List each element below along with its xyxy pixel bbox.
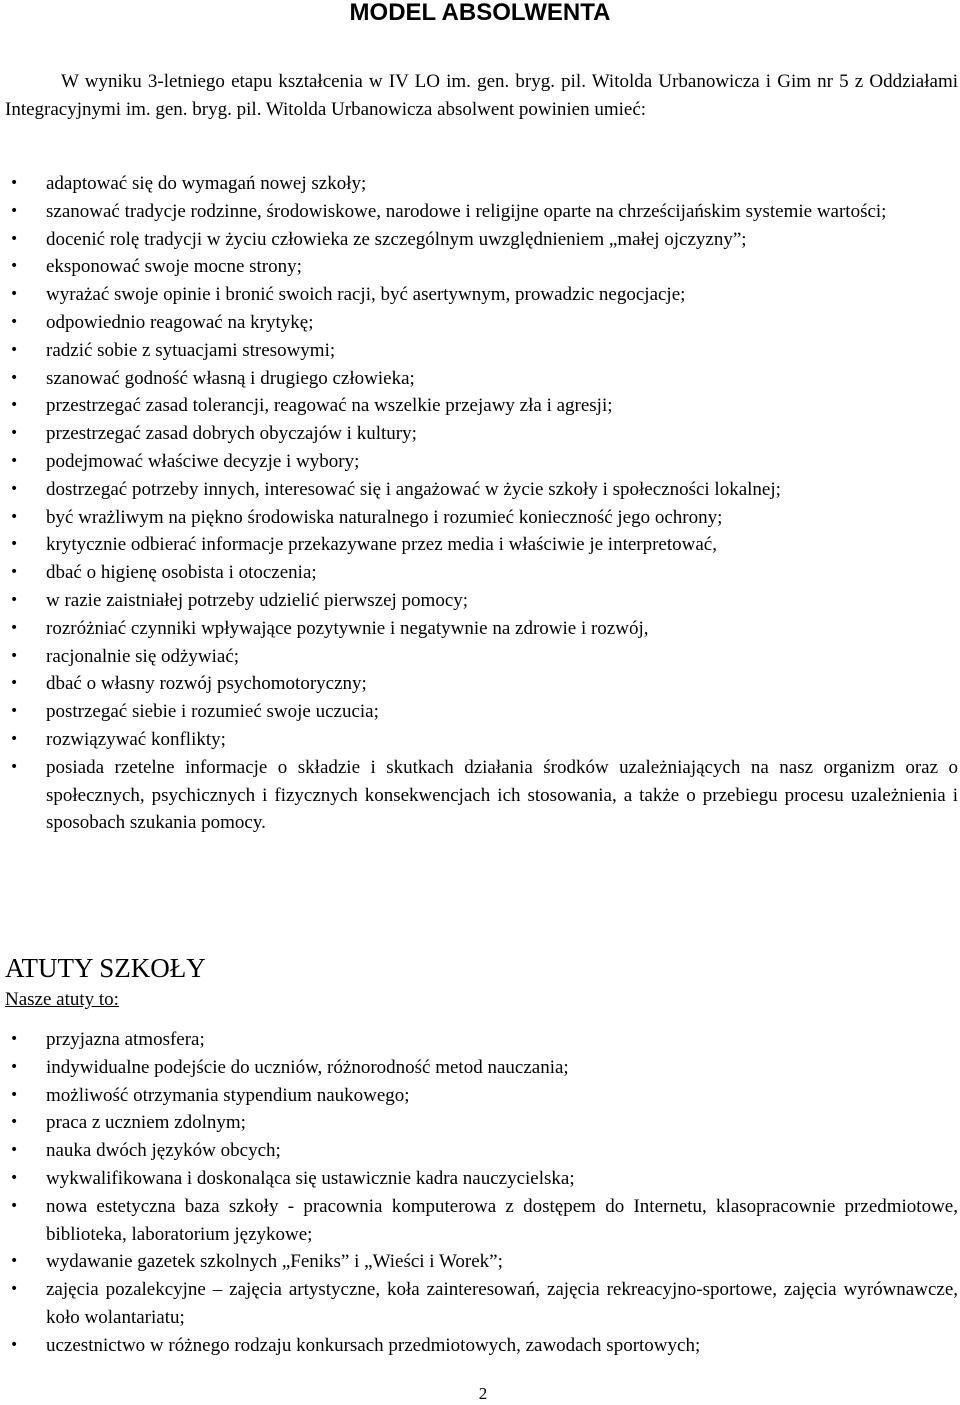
list-item: • przestrzegać zasad tolerancji, reagować na wszelkie przejawy zła i agresji; bbox=[0, 392, 958, 420]
list-item: • być wrażliwym na piękno środowiska naturalnego i rozumieć konieczność jego ochrony; bbox=[0, 504, 958, 532]
list-item: • postrzegać siebie i rozumieć swoje uczucia; bbox=[0, 698, 958, 726]
section-title: ATUTY SZKOŁY bbox=[5, 953, 206, 983]
list-item: • odpowiednio reagować na krytykę; bbox=[0, 309, 958, 337]
list-item: • uczestnictwo w różnego rodzaju konkursach przedmiotowych, zawodach sportowych; bbox=[0, 1332, 958, 1360]
list-item: • rozwiązywać konflikty; bbox=[0, 726, 958, 754]
page-number: 2 bbox=[478, 1384, 488, 1403]
list-item: • rozróżniać czynniki wpływające pozytywnie i negatywnie na zdrowie i rozwój, bbox=[0, 615, 958, 643]
list-item: • dbać o własny rozwój psychomotoryczny; bbox=[0, 670, 958, 698]
list-item: • posiada rzetelne informacje o składzie i skutkach działania środków uzależniających na nasz organizm oraz o społecznych, psychicznych i fizycznych konsekwencjach ich stosowania, a także o przebiegu procesu uzależnienia i sposobach szukania pomocy. bbox=[0, 754, 958, 837]
list-item: • wykwalifikowana i doskonaląca się ustawicznie kadra nauczycielska; bbox=[0, 1165, 958, 1193]
list-item: • podejmować właściwe decyzje i wybory; bbox=[0, 448, 958, 476]
list-item: • eksponować swoje mocne strony; bbox=[0, 253, 958, 281]
list-item: • szanować godność własną i drugiego człowieka; bbox=[0, 365, 958, 393]
list-item: • nowa estetyczna baza szkoły - pracownia komputerowa z dostępem do Internetu, klasopracownie przedmiotowe, biblioteka, laboratorium językowe; bbox=[0, 1193, 958, 1249]
list-item: • adaptować się do wymagań nowej szkoły; bbox=[0, 170, 958, 198]
list-item: • radzić sobie z sytuacjami stresowymi; bbox=[0, 337, 958, 365]
list-item: • dbać o higienę osobista i otoczenia; bbox=[0, 559, 958, 587]
list-item: • przestrzegać zasad dobrych obyczajów i kultury; bbox=[0, 420, 958, 448]
list-item: • dostrzegać potrzeby innych, interesować się i angażować w życie szkoły i społeczności lokalnej; bbox=[0, 476, 958, 504]
skills-list bbox=[0, 170, 958, 837]
list-item: • możliwość otrzymania stypendium naukowego; bbox=[0, 1082, 958, 1110]
strengths-list bbox=[0, 1026, 958, 1360]
list-item: • krytycznie odbierać informacje przekazywane przez media i właściwie je interpretować, bbox=[0, 531, 958, 559]
list-item: • praca z uczniem zdolnym; bbox=[0, 1109, 958, 1137]
list-item: • wyrażać swoje opinie i bronić swoich racji, być asertywnym, prowadzic negocjacje; bbox=[0, 281, 958, 309]
page-title: MODEL ABSOLWENTA bbox=[349, 0, 611, 26]
section-subtitle: Nasze atuty to: bbox=[5, 989, 119, 1010]
intro-paragraph: W wyniku 3-letniego etapu kształcenia w IV LO im. gen. bryg. pil. Witolda Urbanowicza i Gim nr 5 z Oddziałami Integracyjnymi im. gen. bryg. pil. Witolda Urbanowicza absolwent powinien umieć: bbox=[5, 71, 958, 120]
list-item: • nauka dwóch języków obcych; bbox=[0, 1137, 958, 1165]
list-item: • szanować tradycje rodzinne, środowiskowe, narodowe i religijne oparte na chrześcijańskim systemie wartości; bbox=[0, 198, 958, 226]
list-item: • racjonalnie się odżywiać; bbox=[0, 643, 958, 671]
list-item: • w razie zaistniałej potrzeby udzielić pierwszej pomocy; bbox=[0, 587, 958, 615]
list-item: • przyjazna atmosfera; bbox=[0, 1026, 958, 1054]
list-item: • docenić rolę tradycji w życiu człowieka ze szczególnym uwzględnieniem „małej ojczyzny”; bbox=[0, 226, 958, 254]
list-item: • zajęcia pozalekcyjne – zajęcia artystyczne, koła zainteresowań, zajęcia rekreacyjno-sportowe, zajęcia wyrównawcze, koło wolantariatu; bbox=[0, 1276, 958, 1332]
list-item: • wydawanie gazetek szkolnych „Feniks” i „Wieści i Worek”; bbox=[0, 1248, 958, 1276]
list-item: • indywidualne podejście do uczniów, różnorodność metod nauczania; bbox=[0, 1054, 958, 1082]
